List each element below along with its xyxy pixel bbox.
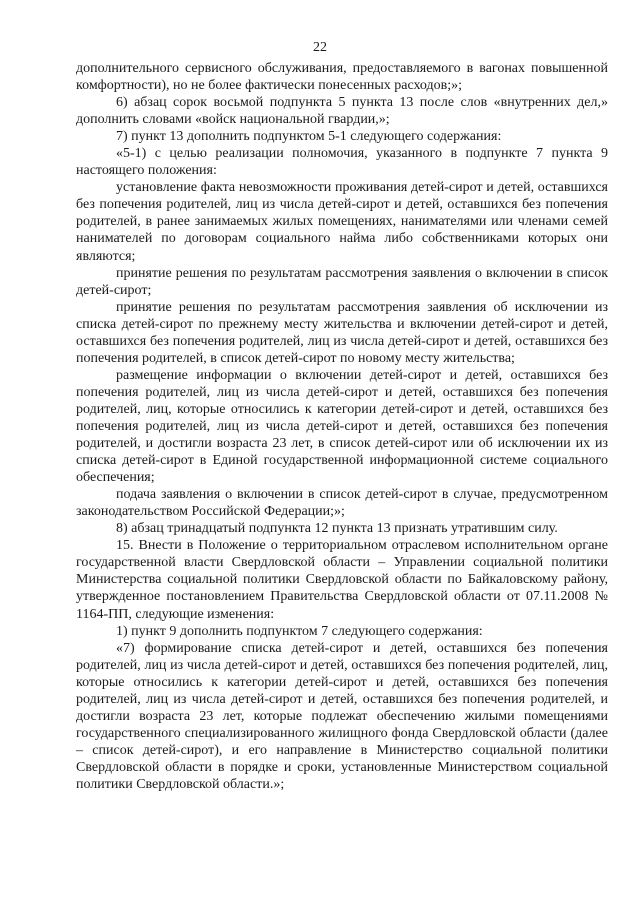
paragraph-application-submission: подача заявления о включении в список детей-сирот в случае, предусмотренном законодательством Российской Федерации;»; — [76, 487, 608, 520]
paragraph-item-7: 7) пункт 13 дополнить подпунктом 5-1 следующего содержания: — [116, 129, 502, 145]
page-number: 22 — [313, 40, 327, 55]
paragraph-fact-establishment: установление факта невозможности проживания детей-сирот и детей, оставшихся без попечения родителей, лиц из числа детей-сирот и детей, оставшихся без попечения родителей, в ранее занимаемых жилых помещениях, нанимателями или членами семей нанимателей по договорам социального найма либо собственниками которых они являются; — [76, 180, 608, 264]
paragraph-subitem-7: «7) формирование списка детей-сирот и детей, оставшихся без попечения родителей, лиц из числа детей-сирот и детей, оставшихся без попечения родителей, лиц, которые относились к категории детей-сирот и детей, оставшихся без попечения родителей, лиц из числа детей-сирот и детей, оставшихся без попечения родителей, и достигли возраста 23 лет, которые подлежат обеспечению жилыми помещениями государственного специализированного жилищного фонда Свердловской области (далее – список детей-сирот), и его направление в Министерство социальной политики Свердловской области в порядке и сроки, установленные Министерством социальной политики Свердловской области.»; — [76, 640, 608, 792]
paragraph-item-8: 8) абзац тринадцатый подпункта 12 пункта 13 признать утратившим силу. — [116, 521, 558, 537]
paragraph-continuation: дополнительного сервисного обслуживания, предоставляемого в вагонах повышенной комфортности), но не более фактически понесенных расходов;»; — [76, 61, 608, 94]
paragraph-information-placement: размещение информации о включении детей-сирот и детей, оставшихся без попечения родителей, лиц из числа детей-сирот и детей, оставшихся без попечения родителей, лиц, которые относились к категории детей-сирот и детей, оставшихся без попечения родителей, лиц из числа детей-сирот и детей, оставшихся без попечения родителей, и достигли возраста 23 лет, в список детей-сирот или об исключении их из списка детей-сирот в Единой государственной информационной системе социального обеспечения; — [76, 367, 608, 486]
paragraph-item-6: 6) абзац сорок восьмой подпункта 5 пункта 13 после слов «внутренних дел,» дополнить словами «войск национальной гвардии,»; — [76, 95, 608, 128]
paragraph-decision-exclusion: принятие решения по результатам рассмотрения заявления об исключении из списка детей-сирот по прежнему месту жительства и включении детей-сирот и детей, оставшихся без попечения родителей, лиц из числа детей-сирот и детей, оставшихся без попечения родителей, в список детей-сирот по новому месту жительства; — [76, 299, 608, 366]
paragraph-section-15-item-1: 1) пункт 9 дополнить подпунктом 7 следующего содержания: — [116, 623, 483, 639]
paragraph-subitem-5-1: «5-1) с целью реализации полномочия, указанного в подпункте 7 пункта 9 настоящего положения: — [76, 146, 608, 179]
document-body — [76, 60, 608, 793]
paragraph-decision-inclusion: принятие решения по результатам рассмотрения заявления о включении в список детей-сирот; — [76, 265, 608, 298]
paragraph-section-15: 15. Внести в Положение о территориальном отраслевом исполнительном органе государственной власти Свердловской области – Управлении социальной политики Министерства социальной политики Свердловской области по Байкаловскому району, утвержденное постановлением Правительства Свердловской области от 07.11.2008 № 1164-ПП, следующие изменения: — [76, 538, 608, 622]
